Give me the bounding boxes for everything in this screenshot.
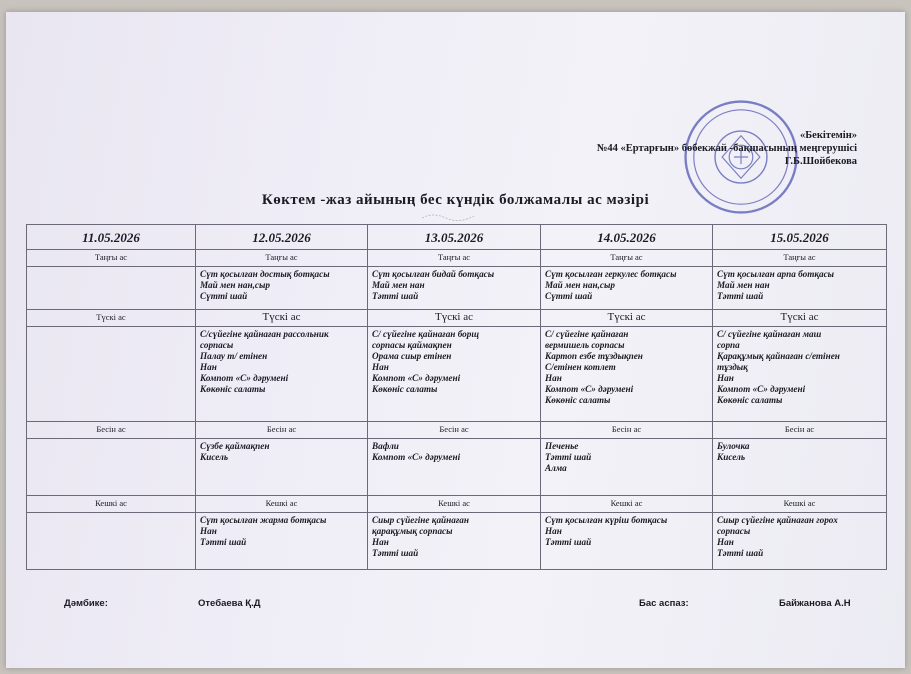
nurse-label: Дәмбике: — [64, 598, 108, 609]
dish-item: Нан — [372, 537, 389, 547]
dish-item: Нан — [717, 373, 734, 383]
dish-item: Вафли — [372, 441, 399, 451]
dish-cell — [713, 327, 887, 422]
dish-item: С/ сүйегіне қайнаған маш — [717, 329, 822, 339]
dish-item: Көкөніс салаты — [372, 384, 438, 394]
dish-item: Сиыр сүйегіне қайнаған горох — [717, 515, 838, 525]
dish-item: Тәтті шай — [717, 548, 764, 558]
meal-label: Бесін ас — [27, 422, 196, 439]
meal-label: Кешкі ас — [713, 496, 887, 513]
dish-item: Тәтті шай — [200, 537, 247, 547]
dish-item: Орама сиыр етінен — [372, 351, 452, 361]
dish-item: Көкөніс салаты — [200, 384, 266, 394]
dish-item: Тәтті шай — [717, 291, 764, 301]
dish-cell — [27, 513, 196, 570]
dish-row — [27, 439, 887, 496]
dish-cell — [541, 439, 713, 496]
dish-cell — [196, 327, 368, 422]
meal-label: Түскі ас — [27, 310, 196, 327]
signer-name: Г.Б.Шойбекова — [784, 156, 857, 167]
dish-item: Тәтті шай — [545, 452, 592, 462]
dish-item: С/ сүйегіне қайнаған борщ — [372, 329, 479, 339]
dish-item: сорпасы — [717, 526, 751, 536]
approval-block — [597, 129, 857, 168]
dish-item: Кисель — [200, 452, 229, 462]
dish-cell — [196, 513, 368, 570]
meal-label: Түскі ас — [713, 310, 887, 327]
meal-label: Кешкі ас — [541, 496, 713, 513]
dish-item: Компот «С» дәрумені — [200, 373, 289, 383]
dish-row — [27, 513, 887, 570]
dish-item: Нан — [200, 526, 217, 536]
meal-label: Бесін ас — [368, 422, 541, 439]
dish-item: Сүт қосылған арпа ботқасы — [717, 269, 835, 279]
dish-item: С/ сүйегіне қайнаған — [545, 329, 629, 339]
dish-item: Май мен нан,сыр — [545, 280, 615, 290]
date-header: 12.05.2026 — [196, 225, 368, 250]
meal-label: Бесін ас — [541, 422, 713, 439]
meal-label-row — [27, 422, 887, 439]
dish-cell — [713, 513, 887, 570]
meal-label-row — [27, 310, 887, 327]
dish-item: Май мен нан,сыр — [200, 280, 270, 290]
meal-label: Бесін ас — [196, 422, 368, 439]
dish-cell — [713, 267, 887, 310]
dish-item: Нан — [717, 537, 734, 547]
dish-cell — [541, 327, 713, 422]
dish-item: Нан — [545, 373, 562, 383]
dish-cell — [541, 513, 713, 570]
meal-label: Таңғы ас — [196, 250, 368, 267]
dish-cell — [27, 439, 196, 496]
organization-line: №44 «Ертарғын» бөбекжай -бақшасының меңгерушісі — [596, 143, 857, 154]
dish-item: Сүт қосылған геркулес ботқасы — [545, 269, 677, 279]
meal-label: Таңғы ас — [713, 250, 887, 267]
cook-label: Бас аспаз: — [639, 598, 689, 609]
dish-item: Палау т/ етінен — [200, 351, 268, 361]
dish-item: Сүзбе қаймақпен — [200, 441, 270, 451]
dish-cell — [368, 513, 541, 570]
dish-item: Картоп езбе тұздықпен — [545, 351, 643, 361]
meal-label: Таңғы ас — [541, 250, 713, 267]
dish-item: С/етінен котлет — [545, 362, 616, 372]
dish-cell — [368, 439, 541, 496]
dish-item: Компот «С» дәрумені — [545, 384, 634, 394]
menu-table — [26, 224, 887, 570]
dish-item: Нан — [545, 526, 562, 536]
meal-label: Кешкі ас — [368, 496, 541, 513]
dish-item: Печенье — [545, 441, 579, 451]
dish-cell — [368, 327, 541, 422]
date-header: 13.05.2026 — [368, 225, 541, 250]
dish-cell — [196, 439, 368, 496]
dish-item: Сүтті шай — [545, 291, 593, 301]
dish-item: Тәтті шай — [372, 291, 419, 301]
dish-cell — [541, 267, 713, 310]
dish-item: С/сүйегіне қайнаған рассольник — [200, 329, 329, 339]
dish-cell — [713, 439, 887, 496]
menu-document — [6, 12, 905, 668]
meal-label: Түскі ас — [196, 310, 368, 327]
dish-item: Тәтті шай — [545, 537, 592, 547]
dish-item: сорпа — [717, 340, 740, 350]
dish-cell — [27, 267, 196, 310]
dish-row — [27, 327, 887, 422]
dish-item: Қарақұмық қайнаған с/етінен — [717, 351, 840, 361]
dish-cell — [368, 267, 541, 310]
dish-item: сорпасы қаймақпен — [372, 340, 452, 350]
dish-item: Көкөніс салаты — [717, 395, 783, 405]
dish-item: қарақұмық сорпасы — [372, 526, 453, 536]
dish-item: Май мен нан — [717, 280, 770, 290]
date-header: 15.05.2026 — [713, 225, 887, 250]
dish-item: Нан — [372, 362, 389, 372]
dish-item: Тәтті шай — [372, 548, 419, 558]
dish-item: вермишель сорпасы — [545, 340, 625, 350]
approve-label: «Бекітемін» — [799, 130, 857, 141]
dish-item: Май мен нан — [372, 280, 425, 290]
dish-item: Компот «С» дәрумені — [372, 373, 461, 383]
dish-item: Сүт қосылған бидай ботқасы — [372, 269, 495, 279]
dish-item: Сүт қосылған жарма ботқасы — [200, 515, 327, 525]
cook-name: Байжанова А.Н — [779, 598, 851, 609]
dish-item: сорпасы — [200, 340, 234, 350]
dish-cell — [196, 267, 368, 310]
meal-label: Кешкі ас — [196, 496, 368, 513]
meal-label: Бесін ас — [713, 422, 887, 439]
date-header: 11.05.2026 — [27, 225, 196, 250]
meal-label: Таңғы ас — [27, 250, 196, 267]
dish-item: Сиыр сүйегіне қайнаған — [372, 515, 469, 525]
dish-item: Сүт қосылған достық ботқасы — [200, 269, 330, 279]
dish-item: Көкөніс салаты — [545, 395, 611, 405]
meal-label: Түскі ас — [368, 310, 541, 327]
date-header: 14.05.2026 — [541, 225, 713, 250]
document-title: Көктем -жаз айының бес күндік болжамалы ас мәзірі — [261, 192, 650, 208]
dish-item: Кисель — [717, 452, 746, 462]
dish-item: Сүт қосылған күріш ботқасы — [545, 515, 668, 525]
faint-stamp-mark — [418, 210, 478, 224]
meal-label-row — [27, 250, 887, 267]
dish-item: Алма — [545, 463, 567, 473]
dish-row — [27, 267, 887, 310]
dish-item: Компот «С» дәрумені — [717, 384, 806, 394]
meal-label: Түскі ас — [541, 310, 713, 327]
dish-item: Булочка — [717, 441, 750, 451]
meal-label-row — [27, 496, 887, 513]
dish-item: Компот «С» дәрумені — [372, 452, 461, 462]
meal-label: Кешкі ас — [27, 496, 196, 513]
meal-label: Таңғы ас — [368, 250, 541, 267]
nurse-name: Отебаева Қ.Д — [198, 598, 261, 609]
dish-cell — [27, 327, 196, 422]
dish-item: Нан — [200, 362, 217, 372]
dish-item: Сүтті шай — [200, 291, 248, 301]
dates-row — [27, 225, 887, 250]
dish-item: тұздық — [717, 362, 748, 372]
